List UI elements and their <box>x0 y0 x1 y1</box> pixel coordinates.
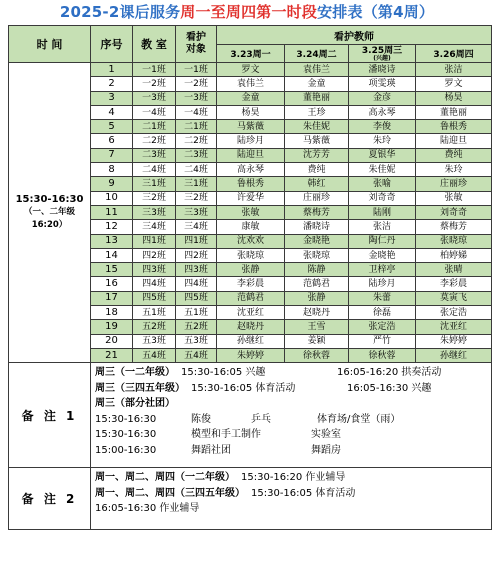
teacher-cell-day1: 沈欢欢 <box>217 234 285 248</box>
teacher-cell-day2: 费纯 <box>285 163 349 177</box>
note-segment: 15:30-16:30 <box>95 413 157 425</box>
teacher-cell-day4: 张晴 <box>416 263 492 277</box>
teacher-cell-day4: 庄丽珍 <box>416 177 492 191</box>
classroom-cell: 二2班 <box>133 134 176 148</box>
classroom-cell: 四4班 <box>133 277 176 291</box>
table-row <box>9 63 492 77</box>
note-segment: 16:05-16:30 作业辅导 <box>95 503 200 515</box>
teacher-cell-day4: 李彩晨 <box>416 277 492 291</box>
teacher-cell-day3: 金彦 <box>349 91 416 105</box>
teacher-cell-day4: 张定浩 <box>416 306 492 320</box>
teacher-cell-day4: 刘奇奇 <box>416 205 492 219</box>
teacher-cell-day2: 王雪 <box>285 320 349 334</box>
seq-cell: 8 <box>91 163 133 177</box>
teacher-cell-day2: 金童 <box>285 77 349 91</box>
teacher-cell-day1: 罗文 <box>217 63 285 77</box>
page-title <box>0 0 494 24</box>
teacher-cell-day2: 董艳丽 <box>285 91 349 105</box>
note-segment: 15:00-16:30 <box>95 444 157 456</box>
teacher-cell-day1: 张静 <box>217 263 285 277</box>
seq-cell: 14 <box>91 248 133 262</box>
classroom-cell: 五3班 <box>133 334 176 348</box>
teacher-cell-day4: 张洁 <box>416 63 492 77</box>
note-line <box>95 443 487 459</box>
target-cell: 四3班 <box>176 263 217 277</box>
note-line <box>95 470 487 486</box>
classroom-cell: 五2班 <box>133 320 176 334</box>
note-segment: 16:05-16:30 兴趣 <box>347 382 432 394</box>
note-segment: 15:30-16:05 兴趣 <box>181 367 266 379</box>
target-cell: 一2班 <box>176 77 217 91</box>
note-segment: 周一、周二、周四（三四五年级） <box>95 487 245 499</box>
teacher-cell-day3: 李俊 <box>349 120 416 134</box>
classroom-cell: 二3班 <box>133 148 176 162</box>
teacher-cell-day1: 赵晓丹 <box>217 320 285 334</box>
classroom-cell: 一4班 <box>133 105 176 119</box>
notes1-label: 备 注 1 <box>9 363 91 468</box>
note-segment: 周三（一二年级） <box>95 367 175 379</box>
target-cell: 四2班 <box>176 248 217 262</box>
teacher-cell-day3: 朱佳妮 <box>349 163 416 177</box>
target-cell: 一3班 <box>176 91 217 105</box>
note-segment: 15:30-16:05 体育活动 <box>191 382 296 394</box>
teacher-cell-day1: 杨昊 <box>217 105 285 119</box>
teacher-cell-day3: 陆刚 <box>349 205 416 219</box>
teacher-cell-day1: 高永琴 <box>217 163 285 177</box>
seq-cell: 4 <box>91 105 133 119</box>
seq-cell: 16 <box>91 277 133 291</box>
teacher-cell-day3: 张洁 <box>349 220 416 234</box>
seq-cell: 13 <box>91 234 133 248</box>
target-cell: 四1班 <box>176 234 217 248</box>
note-line <box>95 365 487 381</box>
classroom-cell: 一2班 <box>133 77 176 91</box>
classroom-cell: 一3班 <box>133 91 176 105</box>
classroom-cell: 五1班 <box>133 306 176 320</box>
target-cell: 三4班 <box>176 220 217 234</box>
period-cell <box>9 63 91 363</box>
note-segment: 乒乓 <box>251 413 271 425</box>
teacher-cell-day3: 陶仁丹 <box>349 234 416 248</box>
seq-cell: 5 <box>91 120 133 134</box>
seq-cell: 21 <box>91 348 133 362</box>
target-cell: 五4班 <box>176 348 217 362</box>
teacher-cell-day3: 朱蕾 <box>349 291 416 305</box>
note-segment: 周三（三四五年级） <box>95 382 185 394</box>
teacher-cell-day1: 陆珍月 <box>217 134 285 148</box>
note-segment: 周三（部分社团） <box>95 398 175 410</box>
teacher-cell-day2: 张静 <box>285 291 349 305</box>
teacher-cell-day2: 马紫薇 <box>285 134 349 148</box>
teacher-cell-day2: 姜颖 <box>285 334 349 348</box>
seq-cell: 6 <box>91 134 133 148</box>
classroom-cell: 二1班 <box>133 120 176 134</box>
seq-cell: 20 <box>91 334 133 348</box>
teacher-cell-day2: 赵晓丹 <box>285 306 349 320</box>
classroom-cell: 四3班 <box>133 263 176 277</box>
header-classroom: 教 室 <box>133 26 176 63</box>
teacher-cell-day1: 马紫薇 <box>217 120 285 134</box>
note-segment: 周一、周二、周四（一二年级） <box>95 472 235 484</box>
teacher-cell-day2: 张晓琼 <box>285 248 349 262</box>
teacher-cell-day1: 朱婷婷 <box>217 348 285 362</box>
target-cell: 五2班 <box>176 320 217 334</box>
classroom-cell: 三1班 <box>133 177 176 191</box>
target-cell: 五3班 <box>176 334 217 348</box>
note-segment: 体育场/食堂（雨） <box>317 413 401 425</box>
classroom-cell: 三3班 <box>133 205 176 219</box>
teacher-cell-day2: 庄丽珍 <box>285 191 349 205</box>
teacher-cell-day4: 鲁根秀 <box>416 120 492 134</box>
note-segment: 舞蹈房 <box>311 444 341 456</box>
teacher-cell-day2: 金晓艳 <box>285 234 349 248</box>
teacher-cell-day2: 范鹤君 <box>285 277 349 291</box>
teacher-cell-day1: 范鹤君 <box>217 291 285 305</box>
note-line <box>95 396 487 412</box>
seq-cell: 12 <box>91 220 133 234</box>
teacher-cell-day2: 朱佳妮 <box>285 120 349 134</box>
classroom-cell: 二4班 <box>133 163 176 177</box>
teacher-cell-day4: 柏婷娣 <box>416 248 492 262</box>
teacher-cell-day3: 徐秋蓉 <box>349 348 416 362</box>
teacher-cell-day4: 莫寅飞 <box>416 291 492 305</box>
teacher-cell-day2: 沈芳芳 <box>285 148 349 162</box>
header-day-label: 3.25周三 <box>361 45 403 56</box>
title-part1: 2025-2课后服务 <box>59 3 181 21</box>
teacher-cell-day3: 张定浩 <box>349 320 416 334</box>
note-segment: 舞蹈社团 <box>191 444 231 456</box>
seq-cell: 15 <box>91 263 133 277</box>
classroom-cell: 三4班 <box>133 220 176 234</box>
note-segment: 模型和手工制作 <box>191 429 261 441</box>
note-segment: 15:30-16:30 <box>95 429 157 441</box>
teacher-cell-day1: 陆迎旦 <box>217 148 285 162</box>
teacher-cell-day4: 张晓琼 <box>416 234 492 248</box>
teacher-cell-day2: 陈静 <box>285 263 349 277</box>
target-cell: 三2班 <box>176 191 217 205</box>
target-cell: 一4班 <box>176 105 217 119</box>
seq-cell: 2 <box>91 77 133 91</box>
teacher-cell-day2: 王珍 <box>285 105 349 119</box>
header-day-label: 3.23周一 <box>230 50 271 60</box>
target-cell: 三3班 <box>176 205 217 219</box>
teacher-cell-day3: 高永琴 <box>349 105 416 119</box>
teacher-cell-day4: 费纯 <box>416 148 492 162</box>
header-teachers: 看护教师 <box>217 26 492 45</box>
header-time: 时 间 <box>9 26 91 63</box>
note-segment: 实验室 <box>311 429 341 441</box>
note-segment: 15:30-16:20 作业辅导 <box>241 472 346 484</box>
header-day-note: (兴趣) <box>373 54 391 62</box>
teacher-cell-day4: 蔡梅芳 <box>416 220 492 234</box>
teacher-cell-day4: 董艳丽 <box>416 105 492 119</box>
seq-cell: 11 <box>91 205 133 219</box>
classroom-cell: 四5班 <box>133 291 176 305</box>
seq-cell: 19 <box>91 320 133 334</box>
seq-cell: 7 <box>91 148 133 162</box>
seq-cell: 18 <box>91 306 133 320</box>
seq-cell: 17 <box>91 291 133 305</box>
classroom-cell: 四1班 <box>133 234 176 248</box>
teacher-cell-day3: 金晓艳 <box>349 248 416 262</box>
target-cell: 四4班 <box>176 277 217 291</box>
classroom-cell: 四2班 <box>133 248 176 262</box>
teacher-cell-day2: 韩红 <box>285 177 349 191</box>
teacher-cell-day3: 陆珍月 <box>349 277 416 291</box>
target-cell: 一1班 <box>176 63 217 77</box>
teacher-cell-day3: 潘晓诗 <box>349 63 416 77</box>
teacher-cell-day3: 严竹 <box>349 334 416 348</box>
teacher-cell-day1: 沈亚红 <box>217 306 285 320</box>
target-cell: 二4班 <box>176 163 217 177</box>
teacher-cell-day1: 鲁根秀 <box>217 177 285 191</box>
note-segment: 陈俊 <box>191 413 211 425</box>
notes1-content <box>91 363 492 468</box>
teacher-cell-day3: 夏银华 <box>349 148 416 162</box>
classroom-cell: 三2班 <box>133 191 176 205</box>
header-target <box>176 26 217 63</box>
header-day-label: 3.24周二 <box>296 50 337 60</box>
teacher-cell-day3: 项雯瑛 <box>349 77 416 91</box>
teacher-cell-day2: 潘晓诗 <box>285 220 349 234</box>
teacher-cell-day1: 袁伟兰 <box>217 77 285 91</box>
period-time: 15:30-16:30 <box>15 194 84 206</box>
teacher-cell-day4: 孙继红 <box>416 348 492 362</box>
classroom-cell: 五4班 <box>133 348 176 362</box>
note-line <box>95 501 487 517</box>
target-cell: 五1班 <box>176 306 217 320</box>
notes2-content <box>91 468 492 530</box>
teacher-cell-day2: 徐秋蓉 <box>285 348 349 362</box>
teacher-cell-day4: 陆迎旦 <box>416 134 492 148</box>
note-line <box>95 486 487 502</box>
note-segment: 16:05-16:20 拱奏活动 <box>337 367 442 379</box>
teacher-cell-day1: 张晓琼 <box>217 248 285 262</box>
target-cell: 三1班 <box>176 177 217 191</box>
classroom-cell: 一1班 <box>133 63 176 77</box>
header-day-0 <box>217 45 285 63</box>
note-line <box>95 412 487 428</box>
teacher-cell-day3: 卫梓亭 <box>349 263 416 277</box>
seq-cell: 9 <box>91 177 133 191</box>
header-day-2 <box>349 45 416 63</box>
note-line <box>95 381 487 397</box>
teacher-cell-day4: 朱婷婷 <box>416 334 492 348</box>
seq-cell: 3 <box>91 91 133 105</box>
teacher-cell-day4: 杨昊 <box>416 91 492 105</box>
target-cell: 二1班 <box>176 120 217 134</box>
teacher-cell-day4: 张敏 <box>416 191 492 205</box>
target-cell: 四5班 <box>176 291 217 305</box>
seq-cell: 10 <box>91 191 133 205</box>
target-cell: 二3班 <box>176 148 217 162</box>
teacher-cell-day3: 徐磊 <box>349 306 416 320</box>
schedule-table <box>8 25 492 530</box>
header-target-line2: 对象 <box>186 44 206 55</box>
seq-cell: 1 <box>91 63 133 77</box>
header-day-1 <box>285 45 349 63</box>
notes2-label: 备 注 2 <box>9 468 91 530</box>
header-target-line1: 看护 <box>186 32 206 43</box>
teacher-cell-day4: 沈亚红 <box>416 320 492 334</box>
target-cell: 二2班 <box>176 134 217 148</box>
teacher-cell-day2: 蔡梅芳 <box>285 205 349 219</box>
teacher-cell-day3: 刘奇奇 <box>349 191 416 205</box>
title-part2: 周一至周四第一时段 <box>180 3 318 21</box>
header-day-3 <box>416 45 492 63</box>
teacher-cell-day3: 朱玲 <box>349 134 416 148</box>
title-part3: 安排表（第4周） <box>317 3 435 21</box>
teacher-cell-day1: 康敏 <box>217 220 285 234</box>
teacher-cell-day1: 李彩晨 <box>217 277 285 291</box>
period-sub: （一、二年级 <box>23 207 75 218</box>
teacher-cell-day4: 罗文 <box>416 77 492 91</box>
note-line <box>95 427 487 443</box>
teacher-cell-day2: 袁伟兰 <box>285 63 349 77</box>
header-day-label: 3.26周四 <box>433 50 474 60</box>
teacher-cell-day1: 孙继红 <box>217 334 285 348</box>
teacher-cell-day1: 许爱华 <box>217 191 285 205</box>
teacher-cell-day4: 朱玲 <box>416 163 492 177</box>
header-seq: 序号 <box>91 26 133 63</box>
teacher-cell-day3: 张喻 <box>349 177 416 191</box>
period-sub2: 16:20） <box>31 220 68 231</box>
note-segment: 15:30-16:05 体育活动 <box>251 487 356 499</box>
teacher-cell-day1: 金童 <box>217 91 285 105</box>
teacher-cell-day1: 张敏 <box>217 205 285 219</box>
